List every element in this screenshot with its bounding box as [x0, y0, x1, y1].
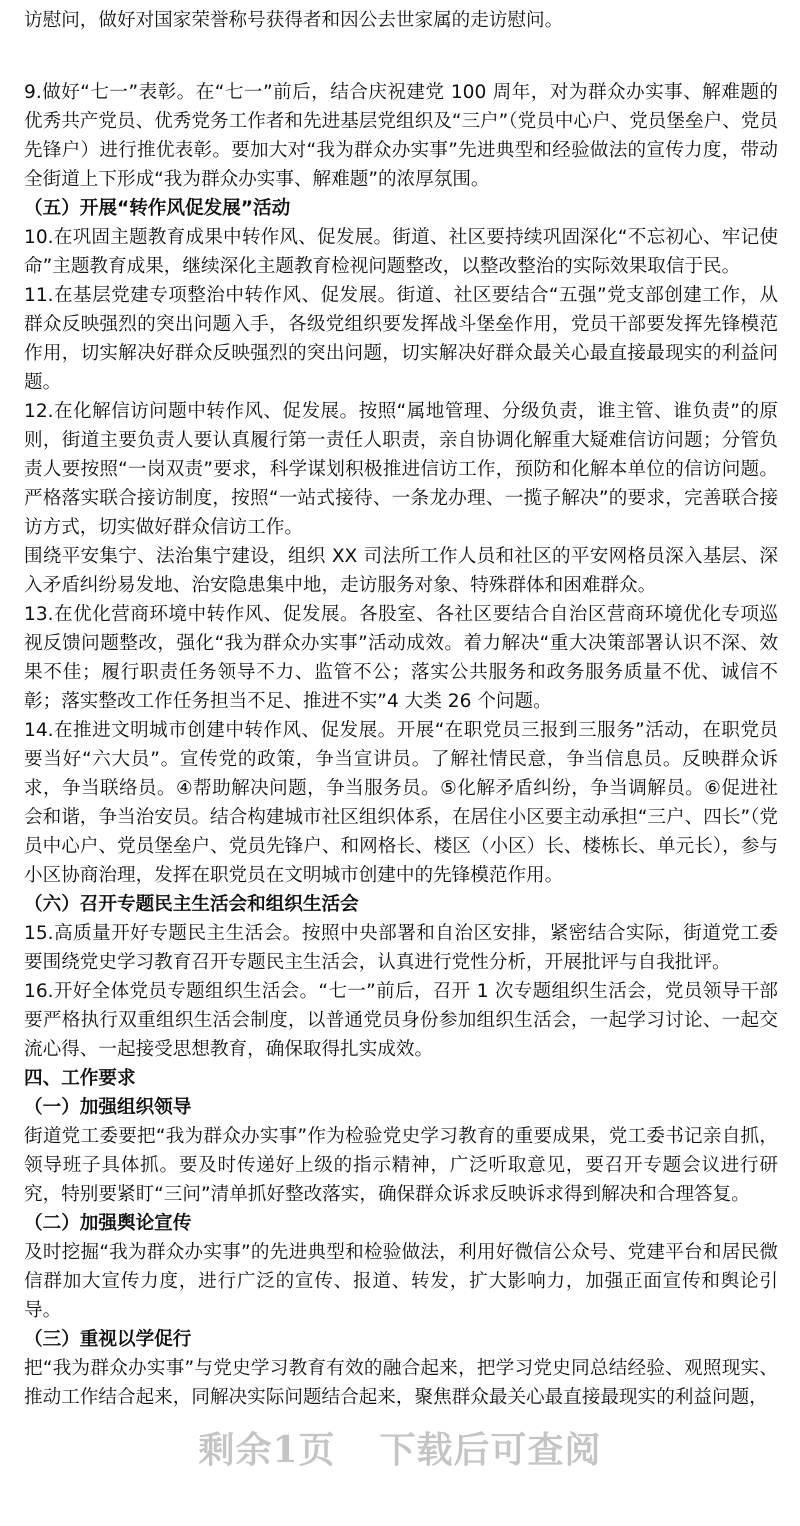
- body-paragraph: 15.高质量开好专题民主生活会。按照中央部署和自治区安排，紧密结合实际，街道党工委要围绕党史学习教育召开专题民主生活会，认真进行党性分析，开展批评与自我批评。: [24, 923, 778, 973]
- body-paragraph: 10.在巩固主题教育成果中转作风、促发展。街道、社区要持续巩固深化“不忘初心、牢记使命”主题教育成果，继续深化主题教育检视问题整改，以整改整治的实际效果取信于民。: [24, 227, 778, 277]
- section-heading: （六）召开专题民主生活会和组织生活会: [24, 894, 359, 915]
- paragraph-list: [24, 78, 778, 1412]
- section-heading: （五）开展“转作风促发展”活动: [24, 198, 291, 219]
- body-paragraph: 街道党工委要把“我为群众办实事”作为检验党史学习教育的重要成果，党工委书记亲自抓，领导班子具体抓。要及时传递好上级的指示精神，广泛听取意见，要召开专题会议进行研究，特别要紧盯“三问”清单抓好整改落实，确保群众诉求反映诉求得到解决和合理答复。: [24, 1126, 778, 1205]
- body-paragraph: 11.在基层党建专项整治中转作风、促发展。街道、社区要结合“五强”党支部创建工作，从群众反映强烈的突出问题入手，各级党组织要发挥战斗堡垒作用，党员干部要发挥先锋模范作用，切实解决好群众反映强烈的突出问题，切实解决好群众最关心最直接最现实的利益问题。: [24, 285, 778, 393]
- intro-paragraph: 访慰问，做好对国家荣誉称号获得者和因公去世家属的走访慰问。: [24, 10, 564, 31]
- download-to-view-label[interactable]: 下载后可查阅: [379, 1429, 602, 1471]
- remaining-pages-label[interactable]: 剩余1页: [198, 1429, 336, 1471]
- body-paragraph: 9.做好“七一”表彰。在“七一”前后，结合庆祝建党 100 周年，对为群众办实事、解难题的优秀共产党员、优秀党务工作者和先进基层党组织及“三户”（党员中心户、党员堡垒户、党员先锋户）进行推优表彰。要加大对“我为群众办实事”先进典型和经验做法的宣传力度，带动全街道上下形成“我为群众办实事、解难题”的浓厚氛围。: [24, 82, 778, 190]
- body-paragraph: 14.在推进文明城市创建中转作风、促发展。开展“在职党员三报到三服务”活动，在职党员要当好“六大员”。宣传党的政策，争当宣讲员。了解社情民意，争当信息员。反映群众诉求，争当联络员。④帮助解决问题，争当服务员。⑤化解矛盾纠纷，争当调解员。⑥促进社会和谐，争当治安员。结合构建城市社区组织体系，在居住小区要主动承担“三户、四长”（党员中心户、党员堡垒户、党员先锋户、和网格长、楼区（小区）长、楼栋长、单元长），参与小区协商治理，发挥在职党员在文明城市创建中的先锋模范作用。: [24, 720, 778, 886]
- document-body: [24, 6, 778, 1412]
- body-paragraph: 13.在优化营商环境中转作风、促发展。各股室、各社区要结合自治区营商环境优化专项巡视反馈问题整改，强化“我为群众办实事”活动成效。着力解决“重大决策部署认识不深、效果不佳；履行职责任务领导不力、监管不公；落实公共服务和政务服务质量不优、诚信不彰；落实整改工作任务担当不足、推进不实”4 大类 26 个问题。: [24, 604, 778, 712]
- section-heading: （三）重视以学促行: [24, 1329, 192, 1350]
- body-paragraph: 12.在化解信访问题中转作风、促发展。按照“属地管理、分级负责，谁主管、谁负责”的原则，街道主要负责人要认真履行第一责任人职责，亲自协调化解重大疑难信访问题；分管负责人要按照“一岗双责”要求，科学谋划积极推进信访工作，预防和化解本单位的信访问题。严格落实联合接访制度，按照“一站式接待、一条龙办理、一揽子解决”的要求，完善联合接访方式，切实做好群众信访工作。: [24, 401, 778, 538]
- body-paragraph: 16.开好全体党员专题组织生活会。“七一”前后，召开 1 次专题组织生活会，党员领导干部要严格执行双重组织生活会制度，以普通党员身份参加组织生活会，一起学习讨论、一起交流心得、一起接受思想教育，确保取得扎实成效。: [24, 981, 778, 1060]
- download-prompt[interactable]: [0, 1422, 800, 1473]
- body-paragraph: 及时挖掘“我为群众办实事”的先进典型和检验做法，利用好微信公众号、党建平台和居民微信群加大宣传力度，进行广泛的宣传、报道、转发，扩大影响力，加强正面宣传和舆论引导。: [24, 1242, 778, 1321]
- section-heading: 四、工作要求: [24, 1068, 136, 1089]
- paragraph-gap: [24, 35, 778, 78]
- body-paragraph: 把“我为群众办实事”与党史学习教育有效的融合起来，把学习党史同总结经验、观照现实、推动工作结合起来，同解决实际问题结合起来，聚焦群众最关心最直接最现实的利益问题，: [24, 1358, 778, 1408]
- body-paragraph: 围绕平安集宁、法治集宁建设，组织 XX 司法所工作人员和社区的平安网格员深入基层、深入矛盾纠纷易发地、治安隐患集中地，走访服务对象、特殊群体和困难群众。: [24, 546, 778, 596]
- section-heading: （二）加强舆论宣传: [24, 1213, 192, 1234]
- section-heading: （一）加强组织领导: [24, 1097, 192, 1118]
